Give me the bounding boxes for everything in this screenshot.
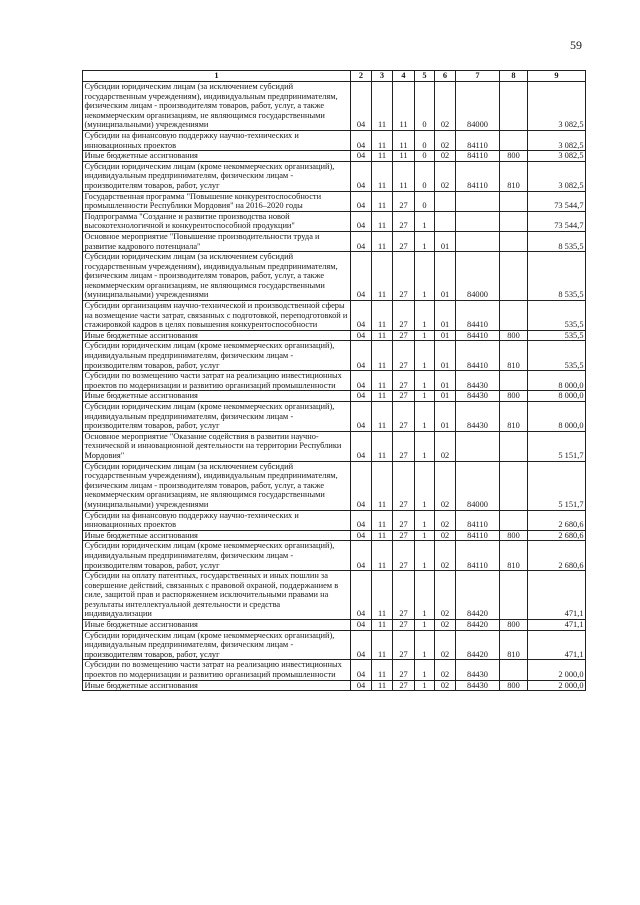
row-amount: 2 000,0 bbox=[528, 660, 586, 680]
row-code-event: 02 bbox=[435, 541, 456, 571]
row-description: Субсидии юридическим лицам (кроме некоммерческих организаций), индивидуальным предпринимателям, физическим лицам - производителям товаров, работ, услуг bbox=[83, 161, 351, 191]
table-row bbox=[83, 680, 586, 691]
row-code-event: 01 bbox=[435, 391, 456, 402]
row-amount: 535,5 bbox=[528, 330, 586, 341]
row-code-pr: 11 bbox=[372, 571, 393, 620]
row-description: Иные бюджетные ассигнования bbox=[83, 151, 351, 162]
row-code-program: 27 bbox=[393, 530, 415, 541]
row-amount: 2 000,0 bbox=[528, 680, 586, 691]
row-description: Субсидии организациям научно-технической и производственной сферы на возмещение части затрат, связанных с подготовкой, переподготовкой и стажировкой кадров в целях повышения конкурентоспособности bbox=[83, 301, 351, 331]
row-code-direction: 84110 bbox=[456, 130, 500, 150]
row-code-program: 27 bbox=[393, 341, 415, 371]
row-code-pr: 11 bbox=[372, 391, 393, 402]
row-code-rz: 04 bbox=[351, 191, 372, 211]
row-code-rz: 04 bbox=[351, 680, 372, 691]
row-code-expense-type bbox=[500, 130, 528, 150]
row-code-program: 27 bbox=[393, 680, 415, 691]
row-code-expense-type bbox=[500, 191, 528, 211]
row-description: Субсидии на финансовую поддержку научно-технических и инновационных проектов bbox=[83, 510, 351, 530]
row-code-program: 27 bbox=[393, 660, 415, 680]
table-row bbox=[83, 231, 586, 251]
row-code-program: 27 bbox=[393, 252, 415, 301]
row-description: Субсидии юридическим лицам (за исключением субсидий государственным учреждениям), индивидуальным предпринимателям, физическим лицам - производителям товаров, работ, услуг, а также некоммерческим организациям, не являющимся государственными (муниципальными) учреждениями bbox=[83, 252, 351, 301]
row-code-expense-type: 800 bbox=[500, 620, 528, 631]
row-code-pr: 11 bbox=[372, 330, 393, 341]
row-amount: 8 000,0 bbox=[528, 391, 586, 402]
row-code-direction: 84000 bbox=[456, 82, 500, 131]
row-code-direction: 84430 bbox=[456, 391, 500, 402]
row-code-program: 11 bbox=[393, 151, 415, 162]
row-code-event: 01 bbox=[435, 341, 456, 371]
table-row bbox=[83, 211, 586, 231]
row-description: Субсидии на оплату патентных, государственных и иных пошлин за совершение действий, связанных с правовой охраной, поддержанием в силе, защитой прав и распоряжением исключительными правами на результаты интеллектуальной деятельности и средства индивидуализации bbox=[83, 571, 351, 620]
row-description: Основное мероприятие "Повышение производительности труда и развитие кадрового потенциала" bbox=[83, 231, 351, 251]
row-amount: 3 082,5 bbox=[528, 161, 586, 191]
row-code-pr: 11 bbox=[372, 630, 393, 660]
row-code-pr: 11 bbox=[372, 151, 393, 162]
row-amount: 3 082,5 bbox=[528, 130, 586, 150]
row-code-direction bbox=[456, 191, 500, 211]
row-code-direction: 84430 bbox=[456, 371, 500, 391]
row-amount: 471,1 bbox=[528, 620, 586, 631]
table-row bbox=[83, 330, 586, 341]
row-code-subprogram: 1 bbox=[415, 371, 435, 391]
row-code-rz: 04 bbox=[351, 231, 372, 251]
row-amount: 3 082,5 bbox=[528, 82, 586, 131]
row-amount: 5 151,7 bbox=[528, 461, 586, 510]
row-code-subprogram: 1 bbox=[415, 402, 435, 432]
row-code-pr: 11 bbox=[372, 82, 393, 131]
row-description: Субсидии юридическим лицам (за исключением субсидий государственным учреждениям), индивидуальным предпринимателям, физическим лицам - производителям товаров, работ, услуг, а также некоммерческим организациям, не являющимся государственными (муниципальными) учреждениями bbox=[83, 461, 351, 510]
row-description: Подпрограмма "Создание и развитие производства новой высокотехнологичной и конкурентоспособной продукции" bbox=[83, 211, 351, 231]
row-code-event: 01 bbox=[435, 402, 456, 432]
table-row bbox=[83, 461, 586, 510]
row-code-event: 02 bbox=[435, 161, 456, 191]
row-code-expense-type: 810 bbox=[500, 402, 528, 432]
row-code-rz: 04 bbox=[351, 211, 372, 231]
row-code-event: 02 bbox=[435, 630, 456, 660]
row-code-event: 02 bbox=[435, 461, 456, 510]
row-code-direction: 84410 bbox=[456, 301, 500, 331]
row-code-expense-type: 810 bbox=[500, 630, 528, 660]
table-row bbox=[83, 341, 586, 371]
row-code-subprogram: 1 bbox=[415, 231, 435, 251]
row-code-direction bbox=[456, 211, 500, 231]
table-row bbox=[83, 252, 586, 301]
row-code-pr: 11 bbox=[372, 301, 393, 331]
row-code-event: 01 bbox=[435, 301, 456, 331]
table-row bbox=[83, 660, 586, 680]
header-cell: 9 bbox=[528, 71, 586, 82]
row-code-pr: 11 bbox=[372, 231, 393, 251]
row-code-direction: 84110 bbox=[456, 151, 500, 162]
row-code-expense-type bbox=[500, 431, 528, 461]
row-code-rz: 04 bbox=[351, 301, 372, 331]
row-amount: 8 535,5 bbox=[528, 231, 586, 251]
row-code-expense-type: 800 bbox=[500, 391, 528, 402]
row-code-expense-type: 810 bbox=[500, 541, 528, 571]
row-amount: 2 680,6 bbox=[528, 530, 586, 541]
header-cell: 8 bbox=[500, 71, 528, 82]
row-code-event: 02 bbox=[435, 571, 456, 620]
row-code-event: 02 bbox=[435, 660, 456, 680]
row-code-subprogram: 1 bbox=[415, 461, 435, 510]
row-code-rz: 04 bbox=[351, 660, 372, 680]
row-description: Иные бюджетные ассигнования bbox=[83, 391, 351, 402]
table-row bbox=[83, 571, 586, 620]
row-code-program: 27 bbox=[393, 211, 415, 231]
row-code-event: 02 bbox=[435, 620, 456, 631]
row-amount: 535,5 bbox=[528, 301, 586, 331]
row-amount: 471,1 bbox=[528, 630, 586, 660]
row-code-program: 27 bbox=[393, 541, 415, 571]
row-code-program: 27 bbox=[393, 191, 415, 211]
row-amount: 5 151,7 bbox=[528, 431, 586, 461]
row-code-pr: 11 bbox=[372, 680, 393, 691]
row-code-program: 11 bbox=[393, 161, 415, 191]
row-code-direction: 84430 bbox=[456, 660, 500, 680]
row-code-subprogram: 0 bbox=[415, 191, 435, 211]
table-row bbox=[83, 371, 586, 391]
row-amount: 2 680,6 bbox=[528, 510, 586, 530]
row-code-rz: 04 bbox=[351, 431, 372, 461]
row-amount: 8 000,0 bbox=[528, 371, 586, 391]
table-header-row bbox=[83, 71, 586, 82]
row-code-subprogram: 1 bbox=[415, 330, 435, 341]
row-code-subprogram: 1 bbox=[415, 620, 435, 631]
row-code-program: 27 bbox=[393, 371, 415, 391]
row-code-pr: 11 bbox=[372, 402, 393, 432]
table-row bbox=[83, 130, 586, 150]
row-description: Субсидии по возмещению части затрат на реализацию инвестиционных проектов по модернизации и развитию организаций промышленности bbox=[83, 660, 351, 680]
table-row bbox=[83, 391, 586, 402]
row-code-program: 27 bbox=[393, 330, 415, 341]
row-code-pr: 11 bbox=[372, 510, 393, 530]
row-code-pr: 11 bbox=[372, 620, 393, 631]
row-code-subprogram: 0 bbox=[415, 82, 435, 131]
row-code-pr: 11 bbox=[372, 211, 393, 231]
row-code-expense-type: 810 bbox=[500, 161, 528, 191]
row-code-direction: 84110 bbox=[456, 530, 500, 541]
table-row bbox=[83, 151, 586, 162]
row-code-event: 02 bbox=[435, 680, 456, 691]
row-code-direction: 84410 bbox=[456, 330, 500, 341]
row-code-direction bbox=[456, 231, 500, 251]
row-description: Государственная программа "Повышение конкурентоспособности промышленности Республики Мордовия" на 2016–2020 годы bbox=[83, 191, 351, 211]
row-code-direction: 84110 bbox=[456, 161, 500, 191]
row-code-expense-type bbox=[500, 301, 528, 331]
row-description: Иные бюджетные ассигнования bbox=[83, 330, 351, 341]
row-code-program: 27 bbox=[393, 630, 415, 660]
row-code-program: 27 bbox=[393, 402, 415, 432]
row-code-expense-type bbox=[500, 510, 528, 530]
row-amount: 471,1 bbox=[528, 571, 586, 620]
row-code-rz: 04 bbox=[351, 252, 372, 301]
row-code-program: 27 bbox=[393, 620, 415, 631]
row-code-direction: 84410 bbox=[456, 341, 500, 371]
row-code-pr: 11 bbox=[372, 191, 393, 211]
table-body bbox=[83, 82, 586, 691]
row-code-subprogram: 0 bbox=[415, 161, 435, 191]
row-code-direction: 84420 bbox=[456, 620, 500, 631]
row-code-program: 11 bbox=[393, 130, 415, 150]
table-row bbox=[83, 541, 586, 571]
row-code-program: 27 bbox=[393, 571, 415, 620]
row-code-expense-type: 800 bbox=[500, 680, 528, 691]
row-code-event: 02 bbox=[435, 530, 456, 541]
page-number: 59 bbox=[570, 38, 582, 52]
row-code-event: 02 bbox=[435, 151, 456, 162]
row-description: Субсидии юридическим лицам (кроме некоммерческих организаций), индивидуальным предпринимателям, физическим лицам - производителям товаров, работ, услуг bbox=[83, 541, 351, 571]
row-code-subprogram: 1 bbox=[415, 301, 435, 331]
row-code-expense-type bbox=[500, 82, 528, 131]
row-code-rz: 04 bbox=[351, 330, 372, 341]
row-code-program: 11 bbox=[393, 82, 415, 131]
row-code-event bbox=[435, 211, 456, 231]
row-code-pr: 11 bbox=[372, 341, 393, 371]
table-row bbox=[83, 402, 586, 432]
row-amount: 3 082,5 bbox=[528, 151, 586, 162]
row-description: Субсидии юридическим лицам (кроме некоммерческих организаций), индивидуальным предпринимателям, физическим лицам - производителям товаров, работ, услуг bbox=[83, 630, 351, 660]
table-row bbox=[83, 82, 586, 131]
table-row bbox=[83, 301, 586, 331]
row-code-expense-type bbox=[500, 371, 528, 391]
row-code-rz: 04 bbox=[351, 630, 372, 660]
row-code-program: 27 bbox=[393, 461, 415, 510]
row-code-subprogram: 1 bbox=[415, 541, 435, 571]
row-description: Субсидии юридическим лицам (кроме некоммерческих организаций), индивидуальным предпринимателям, физическим лицам - производителям товаров, работ, услуг bbox=[83, 341, 351, 371]
row-code-subprogram: 0 bbox=[415, 151, 435, 162]
row-code-subprogram: 1 bbox=[415, 391, 435, 402]
header-cell: 7 bbox=[456, 71, 500, 82]
row-code-direction: 84110 bbox=[456, 541, 500, 571]
table-row bbox=[83, 161, 586, 191]
row-code-rz: 04 bbox=[351, 161, 372, 191]
row-code-direction bbox=[456, 431, 500, 461]
row-code-expense-type bbox=[500, 252, 528, 301]
row-description: Субсидии юридическим лицам (кроме некоммерческих организаций), индивидуальным предпринимателям, физическим лицам - производителям товаров, работ, услуг bbox=[83, 402, 351, 432]
row-description: Иные бюджетные ассигнования bbox=[83, 680, 351, 691]
row-code-direction: 84000 bbox=[456, 252, 500, 301]
row-code-rz: 04 bbox=[351, 391, 372, 402]
row-code-direction: 84000 bbox=[456, 461, 500, 510]
row-amount: 8 535,5 bbox=[528, 252, 586, 301]
row-code-rz: 04 bbox=[351, 541, 372, 571]
row-code-subprogram: 1 bbox=[415, 211, 435, 231]
row-code-subprogram: 0 bbox=[415, 130, 435, 150]
row-code-expense-type bbox=[500, 231, 528, 251]
table-row bbox=[83, 431, 586, 461]
row-description: Иные бюджетные ассигнования bbox=[83, 530, 351, 541]
row-amount: 2 680,6 bbox=[528, 541, 586, 571]
row-description: Субсидии юридическим лицам (за исключением субсидий государственным учреждениям), индивидуальным предпринимателям, физическим лицам - производителям товаров, работ, услуг, а также некоммерческим организациям, не являющимся государственными (муниципальными) учреждениями bbox=[83, 82, 351, 131]
row-code-pr: 11 bbox=[372, 161, 393, 191]
table-row bbox=[83, 530, 586, 541]
budget-table bbox=[82, 70, 586, 691]
row-code-pr: 11 bbox=[372, 660, 393, 680]
row-description: Иные бюджетные ассигнования bbox=[83, 620, 351, 631]
row-code-pr: 11 bbox=[372, 541, 393, 571]
row-code-program: 27 bbox=[393, 231, 415, 251]
row-code-pr: 11 bbox=[372, 130, 393, 150]
row-code-event: 02 bbox=[435, 82, 456, 131]
row-code-program: 27 bbox=[393, 391, 415, 402]
row-code-rz: 04 bbox=[351, 571, 372, 620]
row-amount: 535,5 bbox=[528, 341, 586, 371]
row-code-rz: 04 bbox=[351, 461, 372, 510]
row-description: Субсидии на финансовую поддержку научно-технических и инновационных проектов bbox=[83, 130, 351, 150]
row-code-rz: 04 bbox=[351, 530, 372, 541]
table-row bbox=[83, 191, 586, 211]
row-code-event: 01 bbox=[435, 330, 456, 341]
header-cell: 3 bbox=[372, 71, 393, 82]
row-code-subprogram: 1 bbox=[415, 660, 435, 680]
row-code-rz: 04 bbox=[351, 510, 372, 530]
row-code-pr: 11 bbox=[372, 252, 393, 301]
row-code-expense-type: 800 bbox=[500, 151, 528, 162]
row-code-expense-type: 800 bbox=[500, 530, 528, 541]
row-amount: 73 544,7 bbox=[528, 211, 586, 231]
row-code-expense-type: 800 bbox=[500, 330, 528, 341]
row-code-pr: 11 bbox=[372, 461, 393, 510]
row-code-pr: 11 bbox=[372, 431, 393, 461]
row-code-expense-type bbox=[500, 660, 528, 680]
row-code-direction: 84420 bbox=[456, 571, 500, 620]
row-code-event: 02 bbox=[435, 130, 456, 150]
row-description: Субсидии по возмещению части затрат на реализацию инвестиционных проектов по модернизации и развитию организаций промышленности bbox=[83, 371, 351, 391]
row-code-event bbox=[435, 191, 456, 211]
row-code-rz: 04 bbox=[351, 151, 372, 162]
row-code-direction: 84430 bbox=[456, 680, 500, 691]
row-code-program: 27 bbox=[393, 301, 415, 331]
header-cell: 2 bbox=[351, 71, 372, 82]
row-code-pr: 11 bbox=[372, 371, 393, 391]
table-row bbox=[83, 510, 586, 530]
header-cell: 6 bbox=[435, 71, 456, 82]
row-code-subprogram: 1 bbox=[415, 630, 435, 660]
row-code-subprogram: 1 bbox=[415, 510, 435, 530]
row-code-rz: 04 bbox=[351, 130, 372, 150]
row-code-event: 01 bbox=[435, 231, 456, 251]
row-code-event: 02 bbox=[435, 510, 456, 530]
row-code-program: 27 bbox=[393, 431, 415, 461]
table-row bbox=[83, 620, 586, 631]
row-code-subprogram: 1 bbox=[415, 680, 435, 691]
row-code-event: 01 bbox=[435, 371, 456, 391]
row-amount: 73 544,7 bbox=[528, 191, 586, 211]
row-code-expense-type bbox=[500, 461, 528, 510]
header-cell: 1 bbox=[83, 71, 351, 82]
row-code-expense-type bbox=[500, 211, 528, 231]
row-code-subprogram: 1 bbox=[415, 530, 435, 541]
row-code-subprogram: 1 bbox=[415, 431, 435, 461]
row-code-event: 02 bbox=[435, 431, 456, 461]
row-code-rz: 04 bbox=[351, 341, 372, 371]
row-code-subprogram: 1 bbox=[415, 571, 435, 620]
row-code-rz: 04 bbox=[351, 620, 372, 631]
row-code-program: 27 bbox=[393, 510, 415, 530]
row-amount: 8 000,0 bbox=[528, 402, 586, 432]
row-code-direction: 84110 bbox=[456, 510, 500, 530]
table-row bbox=[83, 630, 586, 660]
row-code-subprogram: 1 bbox=[415, 341, 435, 371]
row-code-event: 01 bbox=[435, 252, 456, 301]
row-code-direction: 84430 bbox=[456, 402, 500, 432]
row-code-subprogram: 1 bbox=[415, 252, 435, 301]
row-code-direction: 84420 bbox=[456, 630, 500, 660]
header-cell: 4 bbox=[393, 71, 415, 82]
row-code-rz: 04 bbox=[351, 371, 372, 391]
row-description: Основное мероприятие "Оказание содействия в развитии научно-технической и инновационной деятельности на территории Республики Мордовия" bbox=[83, 431, 351, 461]
row-code-rz: 04 bbox=[351, 402, 372, 432]
row-code-expense-type bbox=[500, 571, 528, 620]
row-code-expense-type: 810 bbox=[500, 341, 528, 371]
row-code-rz: 04 bbox=[351, 82, 372, 131]
row-code-pr: 11 bbox=[372, 530, 393, 541]
header-cell: 5 bbox=[415, 71, 435, 82]
